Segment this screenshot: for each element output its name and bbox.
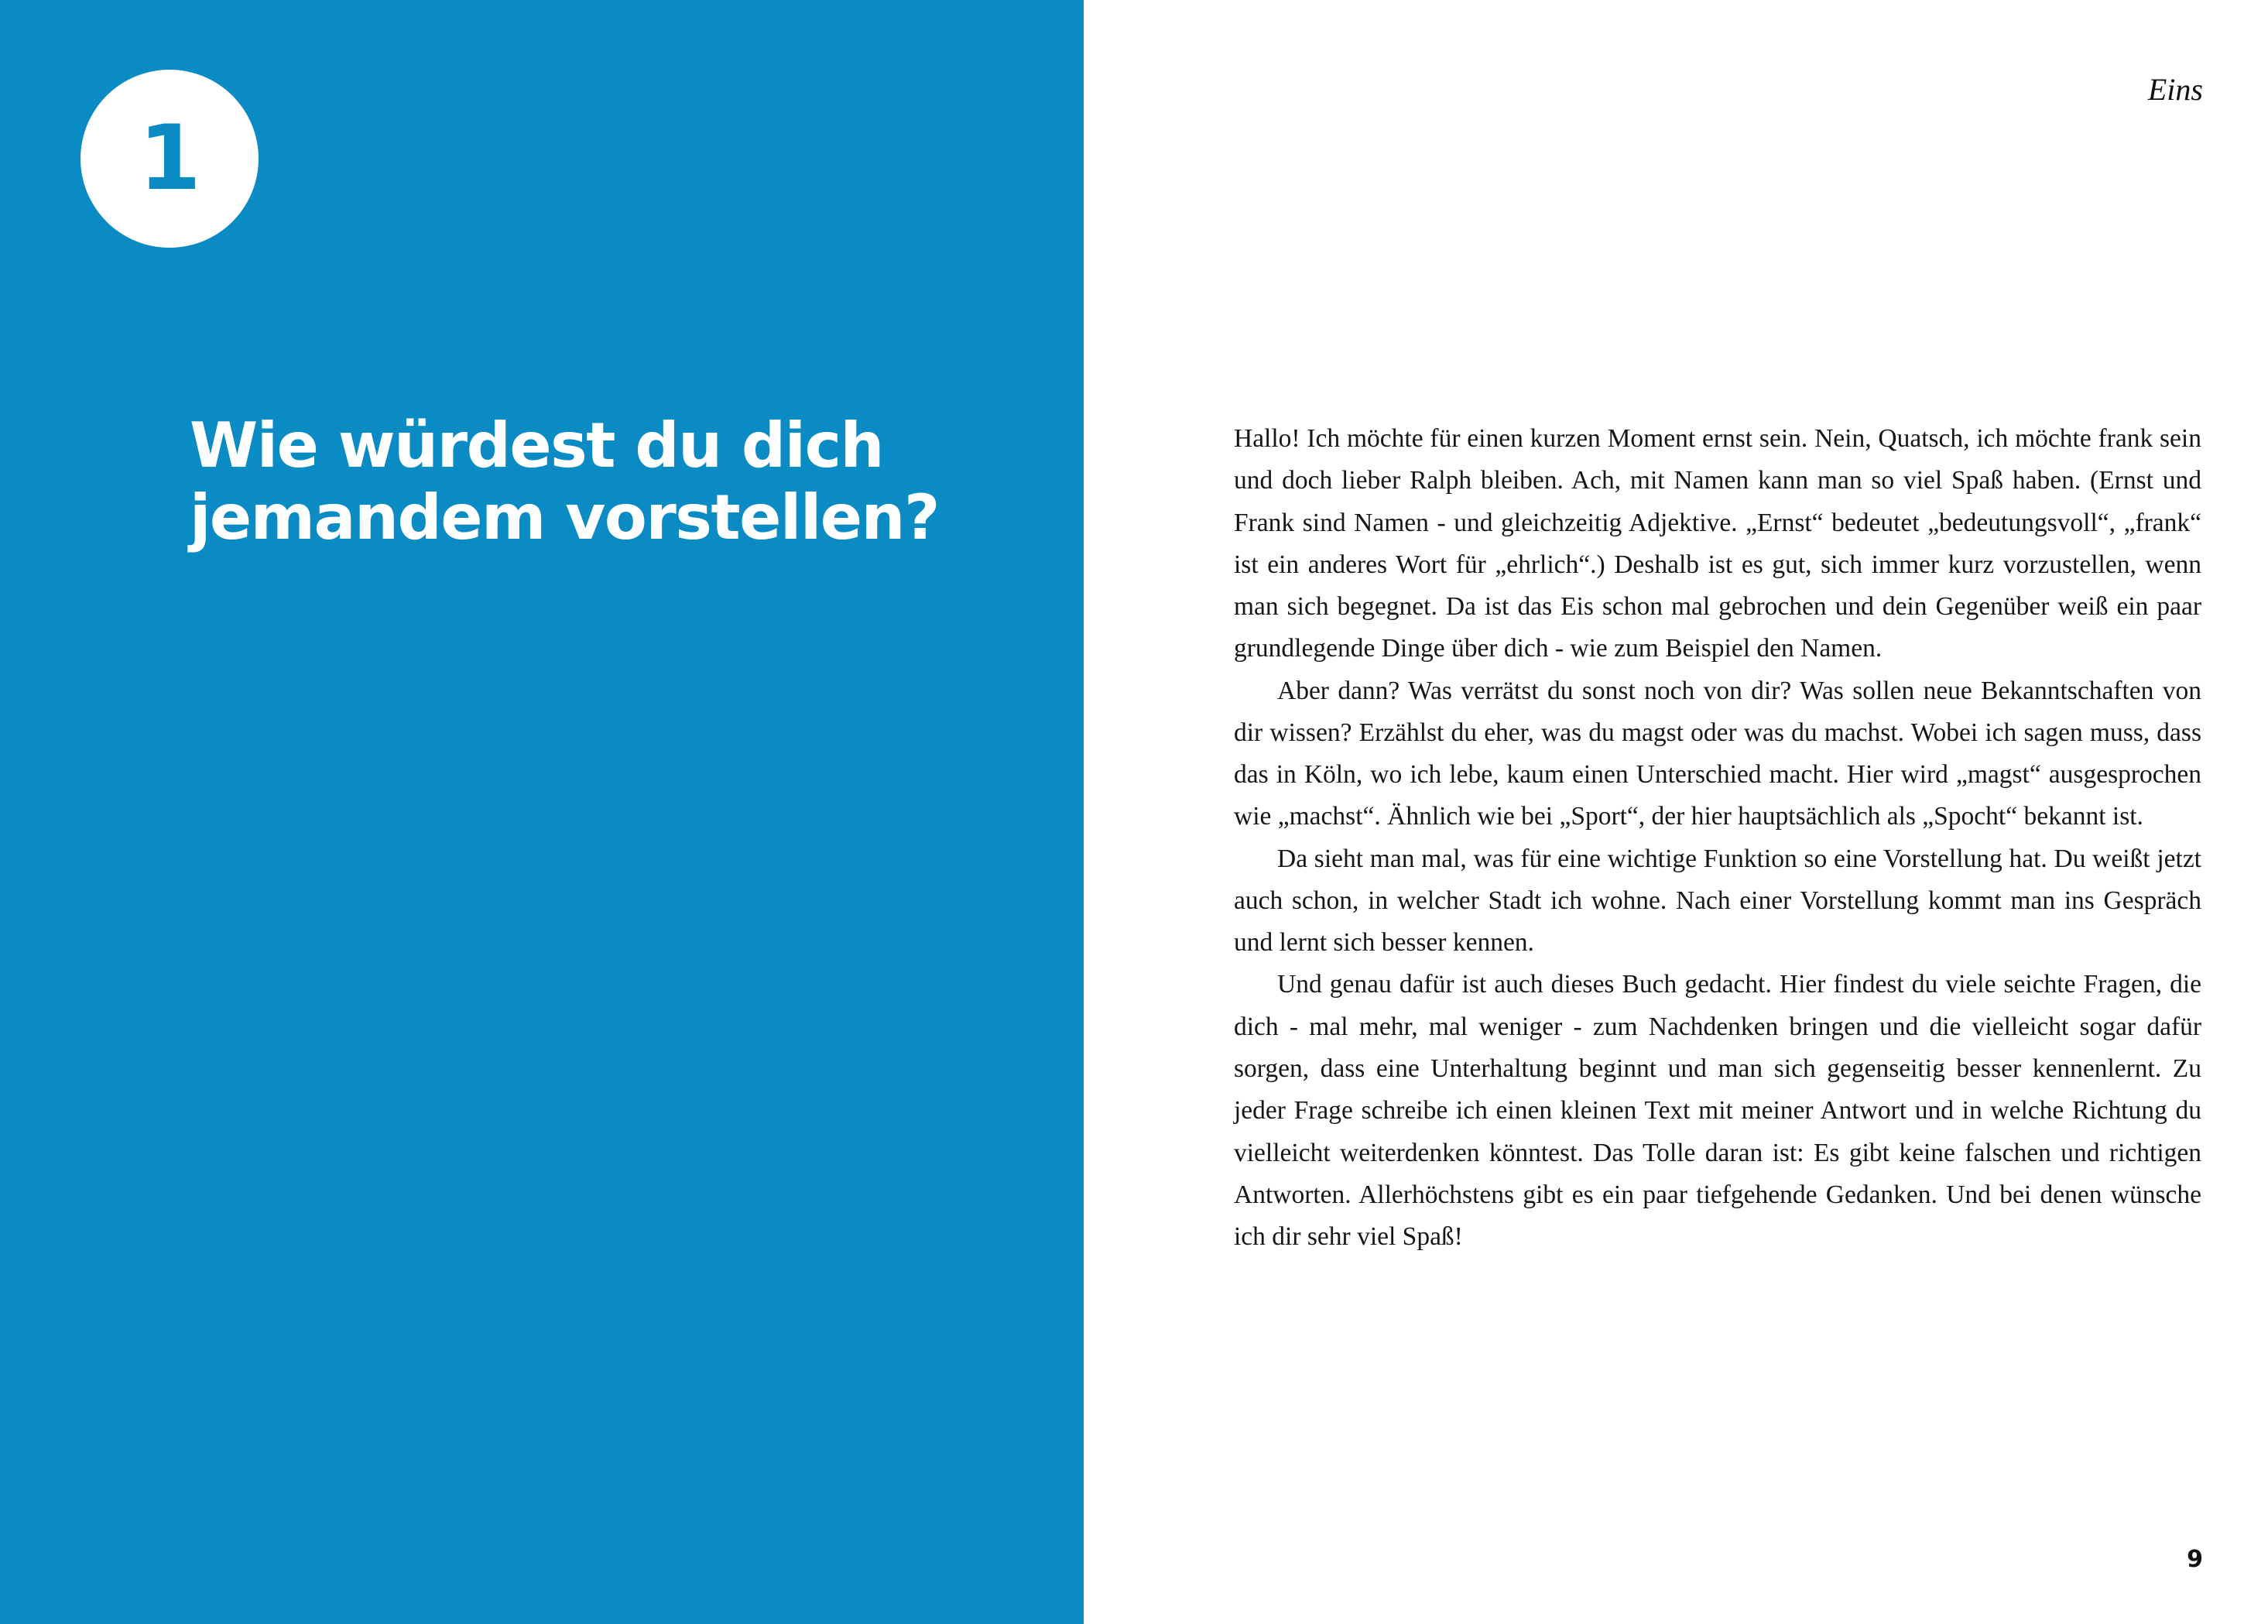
page-number: 9 <box>2187 1546 2203 1573</box>
chapter-number: 1 <box>139 106 200 211</box>
running-head: Eins <box>2147 72 2203 107</box>
body-paragraph: Hallo! Ich möchte für einen kurzen Moment ernst sein. Nein, Quatsch, ich möchte frank sein und doch lieber Ralph bleiben. Ach, mit Namen kann man so viel Spaß haben. (Ernst und Frank sind Namen - und gleichzeitig Adjektive. „Ernst“ bedeutet „bedeutungsvoll“, „frank“ ist ein anderes Wort für „ehrlich“.) Deshalb ist es gut, sich immer kurz vorzustellen, wenn man sich begegnet. Da ist das Eis schon mal gebrochen und dein Gegenüber weiß ein paar grundlegende Dinge über dich - wie zum Beispiel den Namen. <box>1234 424 2201 663</box>
chapter-number-badge <box>81 70 259 248</box>
right-page <box>1084 0 2268 1624</box>
body-paragraph: Aber dann? Was verrätst du sonst noch von dir? Was sollen neue Bekanntschaften von dir wissen? Erzählst du eher, was du magst oder was du machst. Wobei ich sagen muss, dass das in Köln, wo ich lebe, kaum einen Unterschied macht. Hier wird „magst“ ausgesprochen wie „machst“. Ähnlich wie bei „Sport“, der hier hauptsächlich als „Spocht“ bekannt ist. <box>1234 676 2201 831</box>
body-text-column <box>1234 418 2201 1258</box>
page-title: Wie würdest du dich jemandem vorstellen? <box>190 409 939 553</box>
body-paragraph: Da sieht man mal, was für eine wichtige Funktion so eine Vorstellung hat. Du weißt jetzt auch schon, in welcher Stadt ich wohne. Nach einer Vorstellung kommt man ins Gespräch und lernt sich besser kennen. <box>1234 844 2201 958</box>
body-paragraph: Und genau dafür ist auch dieses Buch gedacht. Hier findest du viele seichte Fragen, die dich - mal mehr, mal weniger - zum Nachdenken bringen und die vielleicht sogar dafür sorgen, dass eine Unterhaltung beginnt und man sich gegenseitig besser kennenlernt. Zu jeder Frage schreibe ich einen kleinen Text mit meiner Antwort und in welche Richtung du vielleicht weiterdenken könntest. Das Tolle daran ist: Es gibt keine falschen und richtigen Antworten. Allerhöchstens gibt es ein paar tiefgehende Gedanken. Und bei denen wünsche ich dir sehr viel Spaß! <box>1234 970 2201 1252</box>
left-page <box>0 0 1084 1624</box>
